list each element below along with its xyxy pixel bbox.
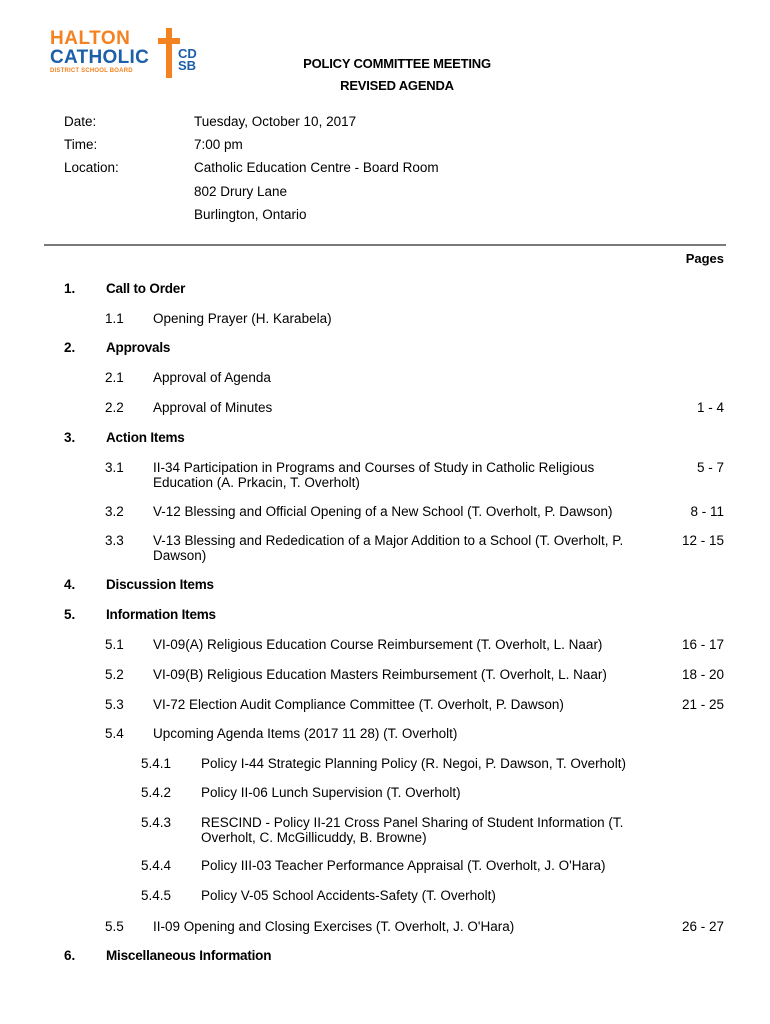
item-pages: 26 - 27 xyxy=(681,919,724,934)
item-number: 5.2 xyxy=(105,667,124,682)
item-text: II-34 Participation in Programs and Courses of Study in Catholic Religious Education (A. Prkacin, T. Overholt) xyxy=(153,460,595,490)
item-number: 5.5 xyxy=(105,919,124,934)
item-text: V-13 Blessing and Rededication of a Major Addition to a School (T. Overholt, P. Dawson) xyxy=(153,533,624,563)
section-title: Miscellaneous Information xyxy=(106,948,272,963)
subitem-number: 5.4.2 xyxy=(141,785,172,800)
section-title: Action Items xyxy=(106,430,185,445)
item-text: Approval of Minutes xyxy=(153,400,273,415)
section-number: 5. xyxy=(64,607,76,622)
section-title: Approvals xyxy=(106,340,171,355)
item-pages: 16 - 17 xyxy=(681,637,724,652)
location-line: Catholic Education Centre - Board Room xyxy=(194,160,439,175)
item-number: 3.1 xyxy=(105,460,124,475)
subitem-number: 5.4.3 xyxy=(141,815,172,830)
time-label: Time: xyxy=(64,137,98,152)
location-label: Location: xyxy=(64,160,119,175)
section-number: 1. xyxy=(64,281,76,296)
logo-text-catholic: CATHOLIC xyxy=(50,47,150,68)
item-number: 2.2 xyxy=(105,400,124,415)
section-number: 3. xyxy=(64,430,76,445)
document-subtitle: REVISED AGENDA xyxy=(340,78,454,93)
subitem-number: 5.4.5 xyxy=(141,888,172,903)
subitem-text: Policy II-06 Lunch Supervision (T. Overholt) xyxy=(201,785,461,800)
subitem-text: RESCIND - Policy II-21 Cross Panel Sharing of Student Information (T. Overholt, C. McGillicuddy, B. Browne) xyxy=(201,815,624,845)
item-text: VI-09(B) Religious Education Masters Reimbursement (T. Overholt, L. Naar) xyxy=(153,667,607,682)
date-label: Date: xyxy=(64,114,97,129)
subitem-number: 5.4.1 xyxy=(141,756,172,771)
item-number: 5.1 xyxy=(105,637,124,652)
item-number: 5.3 xyxy=(105,697,124,712)
location-line: 802 Drury Lane xyxy=(194,184,288,199)
item-number: 5.4 xyxy=(105,726,124,741)
section-title: Discussion Items xyxy=(106,577,214,592)
subitem-text: Policy I-44 Strategic Planning Policy (R. Negoi, P. Dawson, T. Overholt) xyxy=(201,756,626,771)
logo-text-cdsb: CD SB xyxy=(178,46,197,73)
item-pages: 1 - 4 xyxy=(696,400,724,415)
logo-text-halton: HALTON xyxy=(50,28,131,49)
item-pages: 18 - 20 xyxy=(681,667,724,682)
section-number: 4. xyxy=(64,577,76,592)
pages-column-heading: Pages xyxy=(685,251,724,266)
subitem-text: Policy V-05 School Accidents-Safety (T. Overholt) xyxy=(201,888,496,903)
item-pages: 8 - 11 xyxy=(690,504,724,519)
section-title: Call to Order xyxy=(106,281,186,296)
item-number: 1.1 xyxy=(105,311,124,326)
item-text: Upcoming Agenda Items (2017 11 28) (T. Overholt) xyxy=(153,726,458,741)
section-number: 2. xyxy=(64,340,76,355)
item-text: VI-09(A) Religious Education Course Reimbursement (T. Overholt, L. Naar) xyxy=(153,637,603,652)
date-value: Tuesday, October 10, 2017 xyxy=(194,114,357,129)
section-title: Information Items xyxy=(106,607,216,622)
header-divider xyxy=(44,244,726,246)
section-number: 6. xyxy=(64,948,76,963)
time-value: 7:00 pm xyxy=(194,137,243,152)
item-text: VI-72 Election Audit Compliance Committee (T. Overholt, P. Dawson) xyxy=(153,697,564,712)
item-number: 2.1 xyxy=(105,370,124,385)
item-text: II-09 Opening and Closing Exercises (T. Overholt, J. O'Hara) xyxy=(153,919,515,934)
item-number: 3.3 xyxy=(105,533,124,548)
item-number: 3.2 xyxy=(105,504,124,519)
subitem-text: Policy III-03 Teacher Performance Appraisal (T. Overholt, J. O'Hara) xyxy=(201,858,606,873)
item-text: V-12 Blessing and Official Opening of a New School (T. Overholt, P. Dawson) xyxy=(153,504,613,519)
item-pages: 5 - 7 xyxy=(696,460,724,475)
item-pages: 21 - 25 xyxy=(681,697,724,712)
item-pages: 12 - 15 xyxy=(681,533,724,548)
item-text: Opening Prayer (H. Karabela) xyxy=(153,311,332,326)
item-text: Approval of Agenda xyxy=(153,370,271,385)
document-title: POLICY COMMITTEE MEETING xyxy=(303,56,491,71)
location-line: Burlington, Ontario xyxy=(194,207,307,222)
logo-text-district: DISTRICT SCHOOL BOARD xyxy=(50,68,133,74)
subitem-number: 5.4.4 xyxy=(141,858,172,873)
